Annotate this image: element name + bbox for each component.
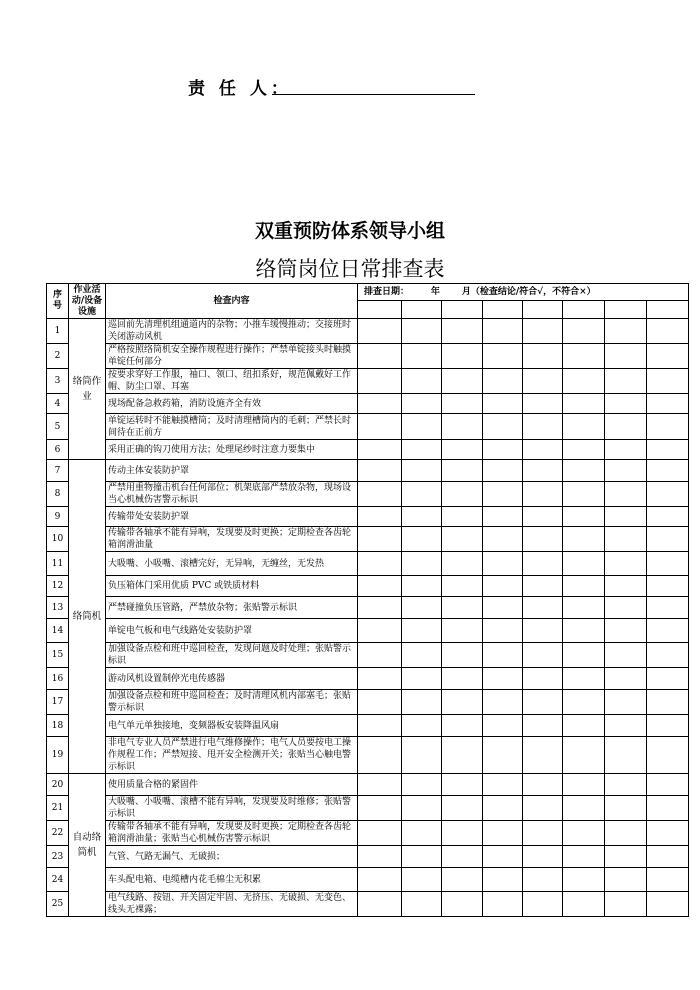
check-cell[interactable]: [358, 737, 402, 774]
table-row: [47, 892, 689, 917]
check-cell[interactable]: [605, 821, 647, 846]
table-row: [47, 482, 689, 507]
row-number: 17: [47, 690, 69, 715]
check-content: 大吸嘴、小吸嘴、滚槽完好，无异响，无缠丝，无发热: [106, 552, 358, 576]
check-cell[interactable]: [523, 369, 563, 394]
row-number: 25: [47, 892, 69, 917]
check-cell[interactable]: [605, 774, 647, 796]
check-cell[interactable]: [358, 619, 402, 643]
check-cell[interactable]: [442, 643, 483, 668]
check-cell[interactable]: [563, 846, 605, 868]
check-cell[interactable]: [563, 774, 605, 796]
check-cell[interactable]: [402, 643, 442, 668]
check-content: 游动风机设置制停光电传感器: [106, 668, 358, 690]
check-cell[interactable]: [647, 892, 689, 917]
check-cell[interactable]: [605, 737, 647, 774]
check-cell[interactable]: [358, 394, 402, 414]
inspection-table: [46, 283, 689, 917]
check-cell[interactable]: [442, 597, 483, 619]
check-cell[interactable]: [442, 737, 483, 774]
check-cell[interactable]: [483, 552, 523, 576]
check-content: 严禁用重物撞击机台任何部位；机架底部严禁放杂物，现场设当心机械伤害警示标识: [106, 482, 358, 507]
row-number: 24: [47, 868, 69, 892]
check-cell[interactable]: [523, 668, 563, 690]
table-row: [47, 507, 689, 527]
check-cell[interactable]: [402, 527, 442, 552]
check-content: 大吸嘴、小吸嘴、滚槽不能有异响，发现要及时维修；张贴警示标识: [106, 796, 358, 821]
row-number: 6: [47, 440, 69, 460]
check-cell[interactable]: [442, 369, 483, 394]
check-cell[interactable]: [563, 821, 605, 846]
table-row: [47, 369, 689, 394]
table-row: [47, 414, 689, 440]
check-content: 采用正确的钩刀使用方法；处理尾纱时注意力要集中: [106, 440, 358, 460]
check-cell[interactable]: [358, 527, 402, 552]
check-cell[interactable]: [563, 619, 605, 643]
check-cell[interactable]: [647, 737, 689, 774]
check-cell[interactable]: [605, 460, 647, 482]
check-cell[interactable]: [523, 690, 563, 715]
check-cell[interactable]: [647, 690, 689, 715]
check-cell[interactable]: [605, 482, 647, 507]
check-content: 负压箱体门采用优质 PVC 或铁质材料: [106, 576, 358, 597]
check-cell[interactable]: [442, 482, 483, 507]
page-subtitle: 络筒岗位日常排查表: [255, 257, 445, 281]
check-cell[interactable]: [523, 821, 563, 846]
check-cell[interactable]: [523, 301, 563, 319]
row-number: 10: [47, 527, 69, 552]
row-number: 7: [47, 460, 69, 482]
check-cell[interactable]: [563, 892, 605, 917]
check-cell[interactable]: [442, 394, 483, 414]
check-cell[interactable]: [358, 668, 402, 690]
check-cell[interactable]: [605, 576, 647, 597]
check-cell[interactable]: [523, 796, 563, 821]
check-cell[interactable]: [605, 301, 647, 319]
check-cell[interactable]: [483, 527, 523, 552]
check-cell[interactable]: [523, 597, 563, 619]
check-cell[interactable]: [358, 552, 402, 576]
row-number: 23: [47, 846, 69, 868]
check-cell[interactable]: [402, 440, 442, 460]
check-cell[interactable]: [523, 527, 563, 552]
row-number: 3: [47, 369, 69, 394]
check-cell[interactable]: [442, 892, 483, 917]
check-content: 电气单元单独接地，变频器板安装降温风扇: [106, 715, 358, 737]
check-cell[interactable]: [442, 414, 483, 440]
check-cell[interactable]: [358, 344, 402, 369]
check-cell[interactable]: [402, 846, 442, 868]
check-cell[interactable]: [483, 576, 523, 597]
check-cell[interactable]: [605, 597, 647, 619]
activity-group: 络筒作业: [69, 319, 106, 460]
check-cell[interactable]: [442, 319, 483, 344]
check-cell[interactable]: [605, 796, 647, 821]
check-cell[interactable]: [647, 715, 689, 737]
row-number: 9: [47, 507, 69, 527]
check-content: 传输带各轴承不能有异响，发现要及时更换；定期检查各齿轮箱润滑油量: [106, 527, 358, 552]
check-content: 非电气专业人员严禁进行电气维修操作；电气人员要按电工操作规程工作；严禁短接、甩开安全检测开关；张贴当心触电警示标识: [106, 737, 358, 774]
table-row: [47, 440, 689, 460]
check-cell[interactable]: [563, 868, 605, 892]
table-row: [47, 868, 689, 892]
check-cell[interactable]: [523, 846, 563, 868]
check-cell[interactable]: [523, 440, 563, 460]
activity-group: 自动络筒机: [69, 774, 106, 917]
check-cell[interactable]: [605, 690, 647, 715]
check-cell[interactable]: [523, 576, 563, 597]
check-cell[interactable]: [358, 597, 402, 619]
check-cell[interactable]: [647, 344, 689, 369]
check-cell[interactable]: [483, 394, 523, 414]
check-cell[interactable]: [563, 527, 605, 552]
check-cell[interactable]: [563, 690, 605, 715]
check-cell[interactable]: [563, 576, 605, 597]
check-cell[interactable]: [442, 868, 483, 892]
check-cell[interactable]: [647, 460, 689, 482]
check-cell[interactable]: [483, 846, 523, 868]
check-cell[interactable]: [563, 301, 605, 319]
check-cell[interactable]: [483, 460, 523, 482]
check-cell[interactable]: [523, 619, 563, 643]
check-cell[interactable]: [483, 868, 523, 892]
check-content: 传输带各轴承不能有异响，发现要及时更换；定期检查各齿轮箱润滑油量；张贴当心机械伤害警示标识: [106, 821, 358, 846]
check-cell[interactable]: [605, 668, 647, 690]
check-cell[interactable]: [358, 440, 402, 460]
check-cell[interactable]: [647, 527, 689, 552]
check-content: 按要求穿好工作服，袖口、领口、纽扣系好，规范佩戴好工作帽、防尘口罩、耳塞: [106, 369, 358, 394]
check-cell[interactable]: [523, 737, 563, 774]
check-cell[interactable]: [605, 552, 647, 576]
check-cell[interactable]: [402, 344, 442, 369]
check-cell[interactable]: [647, 482, 689, 507]
check-cell[interactable]: [358, 643, 402, 668]
check-content: 巡回前先清理机组通道内的杂物；小推车缓慢推动；交接班时关闭游动风机: [106, 319, 358, 344]
check-cell[interactable]: [402, 460, 442, 482]
check-cell[interactable]: [563, 796, 605, 821]
table-row: [47, 774, 689, 796]
check-cell[interactable]: [563, 737, 605, 774]
check-cell[interactable]: [605, 892, 647, 917]
table-row: [47, 846, 689, 868]
check-cell[interactable]: [442, 460, 483, 482]
check-cell[interactable]: [358, 868, 402, 892]
check-cell[interactable]: [647, 319, 689, 344]
page-title: 双重预防体系领导小组: [254, 220, 445, 242]
table-row: [47, 394, 689, 414]
check-cell[interactable]: [358, 796, 402, 821]
check-cell[interactable]: [358, 774, 402, 796]
check-content: 电气线路、按钮、开关固定牢固、无挤压、无破损、无变色、线头无裸露；: [106, 892, 358, 917]
row-number: 11: [47, 552, 69, 576]
check-cell[interactable]: [483, 737, 523, 774]
check-cell[interactable]: [483, 344, 523, 369]
table-row: [47, 619, 689, 643]
check-cell[interactable]: [647, 394, 689, 414]
check-cell[interactable]: [358, 482, 402, 507]
check-cell[interactable]: [402, 737, 442, 774]
check-cell[interactable]: [605, 319, 647, 344]
check-cell[interactable]: [523, 507, 563, 527]
row-number: 5: [47, 414, 69, 440]
check-cell[interactable]: [402, 507, 442, 527]
row-number: 18: [47, 715, 69, 737]
check-cell[interactable]: [563, 668, 605, 690]
check-cell[interactable]: [523, 892, 563, 917]
check-cell[interactable]: [442, 690, 483, 715]
check-cell[interactable]: [523, 552, 563, 576]
check-cell[interactable]: [358, 846, 402, 868]
check-content: 加强设备点检和班中巡回检查，发现问题及时处理；张贴警示标识: [106, 643, 358, 668]
check-cell[interactable]: [402, 619, 442, 643]
check-cell[interactable]: [563, 460, 605, 482]
check-cell[interactable]: [483, 774, 523, 796]
check-cell[interactable]: [483, 690, 523, 715]
table-row: [47, 344, 689, 369]
check-content: 气管、气路无漏气、无破损；: [106, 846, 358, 868]
check-cell[interactable]: [442, 846, 483, 868]
check-cell[interactable]: [402, 319, 442, 344]
check-cell[interactable]: [483, 319, 523, 344]
check-cell[interactable]: [483, 715, 523, 737]
check-cell[interactable]: [563, 344, 605, 369]
check-cell[interactable]: [647, 619, 689, 643]
row-number: 20: [47, 774, 69, 796]
check-content: 加强设备点检和班中巡回检查；及时清理风机内部塞毛；张贴警示标识: [106, 690, 358, 715]
check-cell[interactable]: [483, 619, 523, 643]
table-row: [47, 668, 689, 690]
check-cell[interactable]: [442, 774, 483, 796]
check-cell[interactable]: [402, 821, 442, 846]
check-cell[interactable]: [563, 715, 605, 737]
check-cell[interactable]: [358, 319, 402, 344]
row-number: 14: [47, 619, 69, 643]
check-cell[interactable]: [647, 868, 689, 892]
check-cell[interactable]: [483, 369, 523, 394]
check-cell[interactable]: [647, 414, 689, 440]
row-number: 21: [47, 796, 69, 821]
check-cell[interactable]: [402, 369, 442, 394]
check-cell[interactable]: [523, 715, 563, 737]
check-cell[interactable]: [358, 301, 402, 319]
check-cell[interactable]: [647, 301, 689, 319]
check-cell[interactable]: [523, 482, 563, 507]
check-cell[interactable]: [483, 414, 523, 440]
header-content: 检查内容: [106, 284, 358, 319]
check-cell[interactable]: [358, 369, 402, 394]
check-cell[interactable]: [358, 821, 402, 846]
check-cell[interactable]: [563, 440, 605, 460]
check-cell[interactable]: [563, 482, 605, 507]
check-cell[interactable]: [605, 619, 647, 643]
check-cell[interactable]: [358, 414, 402, 440]
header-seq: 序号: [47, 284, 69, 319]
check-cell[interactable]: [523, 319, 563, 344]
check-cell[interactable]: [358, 690, 402, 715]
row-number: 16: [47, 668, 69, 690]
check-cell[interactable]: [563, 369, 605, 394]
row-number: 2: [47, 344, 69, 369]
check-content: 使用质量合格的紧固件: [106, 774, 358, 796]
check-cell[interactable]: [523, 344, 563, 369]
check-cell[interactable]: [523, 868, 563, 892]
check-cell[interactable]: [402, 690, 442, 715]
check-cell[interactable]: [402, 482, 442, 507]
check-cell[interactable]: [647, 846, 689, 868]
check-cell[interactable]: [605, 440, 647, 460]
check-cell[interactable]: [483, 668, 523, 690]
check-content: 严禁碰撞负压管路，严禁放杂物；张贴警示标识: [106, 597, 358, 619]
check-cell[interactable]: [442, 552, 483, 576]
check-cell[interactable]: [605, 394, 647, 414]
check-cell[interactable]: [442, 796, 483, 821]
header-inspection-date: 排查日期： 年 月（检查结论/符合√，不符合×）: [358, 284, 689, 301]
check-cell[interactable]: [605, 846, 647, 868]
header-activity: 作业活动/设备设施: [69, 284, 106, 319]
check-cell[interactable]: [647, 796, 689, 821]
check-cell[interactable]: [563, 414, 605, 440]
check-content: 车头配电箱、电缆槽内花毛棉尘无积累: [106, 868, 358, 892]
table-row: [47, 576, 689, 597]
check-cell[interactable]: [523, 460, 563, 482]
check-cell[interactable]: [358, 892, 402, 917]
check-cell[interactable]: [647, 552, 689, 576]
check-cell[interactable]: [442, 344, 483, 369]
check-cell[interactable]: [563, 319, 605, 344]
check-cell[interactable]: [605, 369, 647, 394]
activity-group: 络筒机: [69, 460, 106, 774]
check-cell[interactable]: [402, 301, 442, 319]
check-cell[interactable]: [402, 414, 442, 440]
table-row: [47, 319, 689, 344]
check-cell[interactable]: [647, 643, 689, 668]
check-cell[interactable]: [647, 369, 689, 394]
check-cell[interactable]: [442, 576, 483, 597]
check-cell[interactable]: [442, 821, 483, 846]
check-cell[interactable]: [605, 715, 647, 737]
check-cell[interactable]: [563, 394, 605, 414]
check-cell[interactable]: [647, 576, 689, 597]
check-cell[interactable]: [483, 643, 523, 668]
table-row: [47, 821, 689, 846]
check-content: 单锭运转时不能触摸槽筒；及时清理槽筒内的毛刺；严禁长时间待在正前方: [106, 414, 358, 440]
check-cell[interactable]: [358, 507, 402, 527]
check-cell[interactable]: [483, 821, 523, 846]
check-content: 传动主体安装防护罩: [106, 460, 358, 482]
check-cell[interactable]: [563, 643, 605, 668]
check-cell[interactable]: [647, 774, 689, 796]
check-cell[interactable]: [563, 507, 605, 527]
check-cell[interactable]: [647, 440, 689, 460]
row-number: 12: [47, 576, 69, 597]
check-cell[interactable]: [605, 527, 647, 552]
check-cell[interactable]: [523, 774, 563, 796]
check-cell[interactable]: [442, 619, 483, 643]
check-cell[interactable]: [402, 552, 442, 576]
check-content: 严格按照络筒机安全操作规程进行操作；严禁单锭接头时触摸单锭任何部分: [106, 344, 358, 369]
row-number: 15: [47, 643, 69, 668]
check-cell[interactable]: [402, 715, 442, 737]
check-cell[interactable]: [358, 715, 402, 737]
check-cell[interactable]: [563, 552, 605, 576]
check-cell[interactable]: [402, 576, 442, 597]
row-number: 19: [47, 737, 69, 774]
check-content: 单锭电气板和电气线路处安装防护罩: [106, 619, 358, 643]
row-number: 4: [47, 394, 69, 414]
check-cell[interactable]: [483, 597, 523, 619]
check-cell[interactable]: [523, 643, 563, 668]
check-content: 传输带处安装防护罩: [106, 507, 358, 527]
check-cell[interactable]: [358, 576, 402, 597]
check-cell[interactable]: [647, 597, 689, 619]
check-cell[interactable]: [605, 344, 647, 369]
check-cell[interactable]: [442, 301, 483, 319]
check-cell[interactable]: [442, 527, 483, 552]
table-row: [47, 690, 689, 715]
check-cell[interactable]: [647, 821, 689, 846]
check-cell[interactable]: [442, 668, 483, 690]
responsible-label: 责 任 人：: [188, 79, 292, 99]
table-row: [47, 460, 689, 482]
check-cell[interactable]: [523, 414, 563, 440]
check-cell[interactable]: [483, 301, 523, 319]
check-cell[interactable]: [358, 460, 402, 482]
check-cell[interactable]: [442, 715, 483, 737]
row-number: 8: [47, 482, 69, 507]
row-number: 22: [47, 821, 69, 846]
check-cell[interactable]: [563, 597, 605, 619]
check-cell[interactable]: [442, 507, 483, 527]
table-row: [47, 796, 689, 821]
check-content: 现场配备急救药箱，消防设施齐全有效: [106, 394, 358, 414]
row-number: 1: [47, 319, 69, 344]
check-cell[interactable]: [402, 774, 442, 796]
table-row: [47, 715, 689, 737]
table-row: [47, 597, 689, 619]
check-cell[interactable]: [483, 440, 523, 460]
check-cell[interactable]: [523, 394, 563, 414]
check-cell[interactable]: [483, 796, 523, 821]
check-cell[interactable]: [402, 868, 442, 892]
check-cell[interactable]: [647, 668, 689, 690]
table-row: [47, 552, 689, 576]
check-cell[interactable]: [402, 892, 442, 917]
row-number: 13: [47, 597, 69, 619]
check-cell[interactable]: [605, 507, 647, 527]
check-cell[interactable]: [402, 597, 442, 619]
check-cell[interactable]: [402, 668, 442, 690]
check-cell[interactable]: [483, 482, 523, 507]
table-row: [47, 643, 689, 668]
table-row: [47, 737, 689, 774]
responsible-signature-line: [272, 94, 475, 95]
check-cell[interactable]: [647, 507, 689, 527]
check-cell[interactable]: [605, 868, 647, 892]
table-header-row: [47, 284, 689, 301]
check-cell[interactable]: [402, 394, 442, 414]
check-cell[interactable]: [483, 892, 523, 917]
check-cell[interactable]: [402, 796, 442, 821]
table-row: [47, 527, 689, 552]
check-cell[interactable]: [605, 643, 647, 668]
check-cell[interactable]: [442, 440, 483, 460]
check-cell[interactable]: [605, 414, 647, 440]
check-cell[interactable]: [483, 507, 523, 527]
